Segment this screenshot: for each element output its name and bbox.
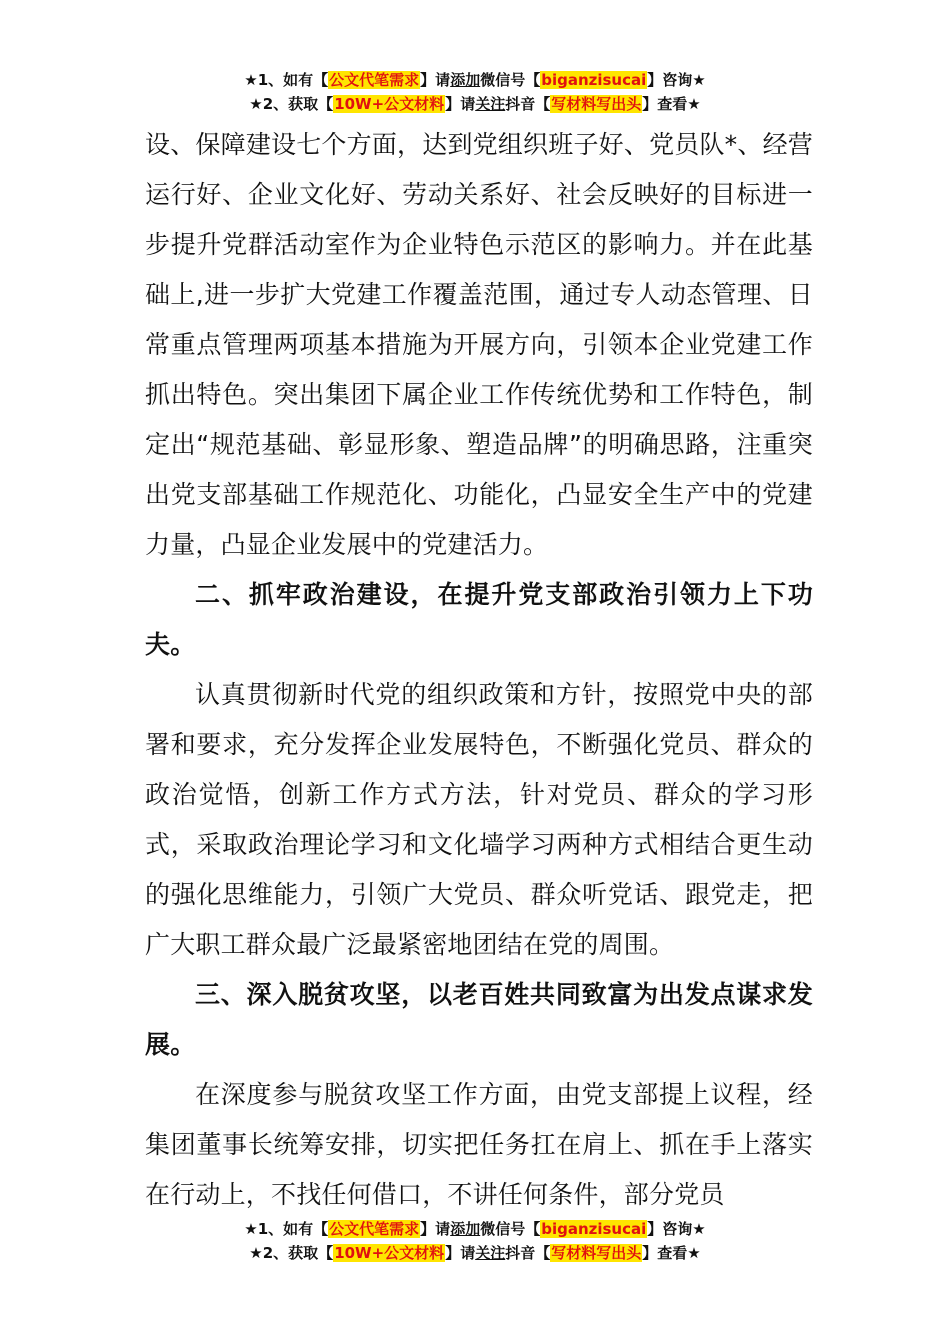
- banner-line-1: ★1、如有【公文代笔需求】请添加微信号【biganzisucai】咨询★: [244, 71, 706, 89]
- paragraph-1: 设、保障建设七个方面，达到党组织班子好、党员队*、经营运行好、企业文化好、劳动关系好、社会反映好的目标进一步提升党群活动室作为企业特色示范区的影响力。并在此基础上,进一步扩大党建工作覆盖范围，通过专人动态管理、日常重点管理两项基本措施为开展方向，引领本企业党建工作抓出特色。突出集团下属企业工作传统优势和工作特色，制定出“规范基础、彰显形象、塑造品牌”的明确思路，注重突出党支部基础工作规范化、功能化，凸显安全生产中的党建力量，凸显企业发展中的党建活力。: [145, 130, 813, 559]
- highlight-douyin: 写材料写出头: [551, 1244, 642, 1262]
- star-icon: ★: [244, 71, 258, 89]
- highlight-materials: 10W+公文材料: [334, 1244, 445, 1262]
- highlight-materials: 10W+公文材料: [334, 95, 445, 113]
- banner-line-2: ★2、获取【10W+公文材料】请关注抖音【写材料写出头】查看★: [249, 1244, 701, 1262]
- document-body: [145, 120, 813, 1220]
- star-icon: ★: [249, 95, 263, 113]
- highlight-service: 公文代笔需求: [329, 1220, 420, 1238]
- underlined-follow: 关注: [475, 1244, 506, 1262]
- section-heading-2: 二、抓牢政治建设，在提升党支部政治引领力上下功夫。: [145, 580, 813, 659]
- star-icon: ★: [249, 1244, 263, 1262]
- highlight-wechat-id: biganzisucai: [541, 71, 647, 89]
- underlined-follow: 关注: [475, 95, 506, 113]
- highlight-douyin: 写材料写出头: [551, 95, 642, 113]
- section-heading-3: 三、深入脱贫攻坚，以老百姓共同致富为出发点谋求发展。: [145, 980, 813, 1059]
- paragraph-3: 在深度参与脱贫攻坚工作方面，由党支部提上议程，经集团董事长统筹安排，切实把任务扛在肩上、抓在手上落实在行动上，不找任何借口，不讲任何条件，部分党员: [145, 1080, 813, 1209]
- banner-line-1: ★1、如有【公文代笔需求】请添加微信号【biganzisucai】咨询★: [244, 1220, 706, 1238]
- paragraph-2: 认真贯彻新时代党的组织政策和方针，按照党中央的部署和要求，充分发挥企业发展特色，不断强化党员、群众的政治觉悟，创新工作方式方法，针对党员、群众的学习形式，采取政治理论学习和文化墙学习两种方式相结合更生动的强化思维能力，引领广大党员、群众听党话、跟党走，把广大职工群众最广泛最紧密地团结在党的周围。: [145, 680, 813, 959]
- highlight-service: 公文代笔需求: [329, 71, 420, 89]
- banner-line-2: ★2、获取【10W+公文材料】请关注抖音【写材料写出头】查看★: [249, 95, 701, 113]
- underlined-add: 添加: [450, 71, 481, 89]
- underlined-add: 添加: [450, 1220, 481, 1238]
- header-banner: [0, 68, 950, 116]
- star-icon: ★: [244, 1220, 258, 1238]
- highlight-wechat-id: biganzisucai: [541, 1220, 647, 1238]
- footer-banner: [0, 1217, 950, 1265]
